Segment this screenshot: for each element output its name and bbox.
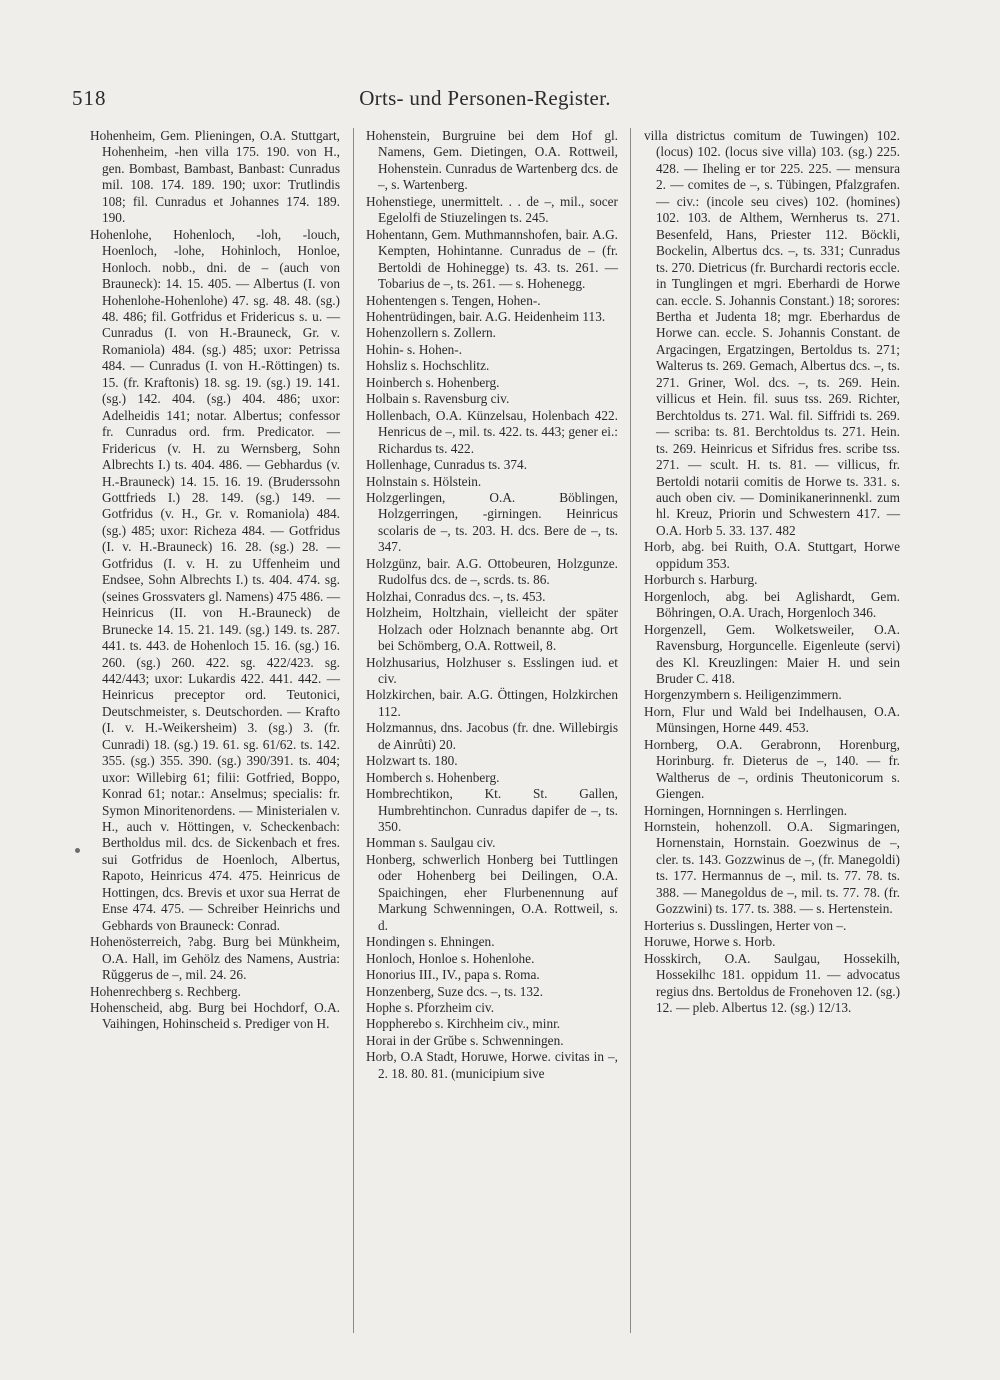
register-entry: Holzgünz, bair. A.G. Ottobeuren, Holzgunze. Rudolfus dcs. de –, scrds. ts. 86. [366,555,618,588]
register-entry: Holzkirchen, bair. A.G. Öttingen, Holzkirchen 112. [366,687,618,719]
register-entry: Horgenzell, Gem. Wolketsweiler, O.A. Ravensburg, Horguncelle. Eigenleute (servi) des Kl. Kreuzlingen: Maier H. und sein Bruder C. 418. [644,621,900,686]
running-head: Orts- und Personen-Register. [359,86,611,110]
register-entry: Hohentrüdingen, bair. A.G. Heidenheim 113. [366,308,606,324]
register-entry: Horb, O.A Stadt, Horuwe, Horwe. civitas in –, 2. 18. 80. 81. (municipium sive [366,1049,618,1081]
register-entry: Hohenheim, Gem. Plieningen, O.A. Stuttgart, Hohenheim, -hen villa 175. 190. von H., gen. Bombast, Bambast, Banbast: Cunradus mil. 108. 174. 189. 190; uxor: Trutlindis 108; fil. Cunradus et Johannes 174. 189. 190. [90,128,340,226]
register-entry: Horburch s. Harburg. [644,572,758,588]
register-entry: Hohenlohe, Hohenloch, -loh, -louch, Hoenloch, -lohe, Hohinloch, Honloe, Honloch. nobb., dni. de – (auch von Brauneck): 14. 15. 405. — Albertus (I. von Hohenlohe-Hohenlohe) 47. sg. 48. 48. (sg.) 48. 486; fil. Gotfridus et Fridericus s. u. — Cunradus (I. von H.-Brauneck, Gr. v. Romaniola) 484. (sg.) 485; uxor: Petrissa 484. — Cunradus (I. von H.-Röttingen) ts. 15. (fr. Kraftonis) 18. sg. 19. (sg.) 19. 141. (sg.) 142. 404. (sg.) 404. 486; uxor: Adelheidis 141; notar. Albertus; confessor fr. Cunradus ord. frm. Predicator. — Fridericus (v. H. zu Wernsberg, Sohn Albrechts I.) ts. 404. 486. — Gebhardus (v. H.-Brauneck) 14. 15. 16. 19. (Bruderssohn Gottfrieds I.) 28. 149. (sg.) 149. — Gotfridus (v. H., Gr. v. Romaniola) 484. (sg.) 485; uxor: Richeza 484. — Gotfridus (I. v. H.-Brauneck) 16. 28. (sg.) 28. — Gotfridus (I. v. H. zu Uffenheim und Endsee, Sohn Albrechts I.) ts. 404. 474. sg. (seines Grossvaters gl. Namens) 475 486. — Heinricus (II. von H.-Brauneck) de Brunecke 14. 15. 21. 149. (sg.) 149. ts. 287. 441. ts. 443. de Hohenloch 15. 16. (sg.) 16. 260. (sg.) 260. 422. sg. 422/423. sg. 442/443; uxor: Lukardis 422. 441. 442. — Heinricus preceptor ord. Teutonici, Deutschmeister, s. Deutschorden. — Krafto (I. v. H.-Weikersheim) 3. (sg.) 3. (fr. Cunradi) 18. (sg.) 19. 61. sg. 61/62. ts. 142. 355. (sg.) 355. 390. (sg.) 390/391. ts. 404; uxor: Willebirg 61; filii: Gotfried, Boppo, Konrad 61; notar.: Anselmus; specialis: fr. Symon Minoritenordens. — Ministerialen v. H., auch v. Höttingen, v. Scheckenbach: Bertholdus mil. dcs. de Sickenbach et fres. sui Gotfridus de Hoenloch, Albertus, Rapoto, Heinricus 474. 475. Heinricus de Hottingen, dcs. Brevis et uxor sua Herrat de Ense 474. 475. — Schreiber Heinrichs und Gebhards von Brauneck: Conrad. [90,226,340,933]
register-entry: Holzhai, Conradus dcs. –, ts. 453. [366,588,546,604]
register-entry: Hornberg, O.A. Gerabronn, Horenburg, Horinburg. fr. Dieterus de –, 140. — fr. Waltherus de –, ordinis Theutonicorum s. Giengen. [644,736,900,802]
register-entry: Horningen, Hornningen s. Herrlingen. [644,802,848,818]
register-entry: Hoinberch s. Hohenberg. [366,374,500,390]
register-entry: Horai in der Grŭbe s. Schwenningen. [366,1032,564,1048]
register-entry: Hohentann, Gem. Muthmannshofen, bair. A.G. Kempten, Hohintanne. Cunradus de – (fr. Bertoldi de Hohinegge) ts. 43. ts. 261. — Tobarius de –, ts. 261. — s. Hohenegg. [366,226,618,292]
ink-speck [75,848,80,853]
register-entry: Hohsliz s. Hochschlitz. [366,358,490,374]
register-entry: Hondingen s. Ehningen. [366,934,495,950]
register-entry: Holzmannus, dns. Jacobus (fr. dne. Willebirgis de Ainrůti) 20. [366,720,618,752]
register-entry: Horgenloch, abg. bei Aglishardt, Gem. Böhringen, O.A. Urach, Horgenloch 346. [644,588,900,621]
register-entry: Hollenbach, O.A. Künzelsau, Holenbach 422. Henricus de –, mil. ts. 422. ts. 443; gener ei.: Richardus ts. 422. [366,407,618,456]
register-entry: Hombrechtikon, Kt. St. Gallen, Humbrehtinchon. Cunradus dapifer de –, ts. 350. [366,786,618,835]
register-entry: Holzwart ts. 180. [366,753,458,769]
register-column-2 [366,128,618,1082]
register-entry: Horgenzymbern s. Heiligenzimmern. [644,687,842,703]
register-column-3 [644,128,900,1016]
register-entry: Horn, Flur und Wald bei Indelhausen, O.A. Münsingen, Horne 449. 453. [644,703,900,736]
register-entry: Horb, abg. bei Ruith, O.A. Stuttgart, Horwe oppidum 353. [644,539,900,571]
page-number: 518 [72,86,107,110]
register-column-1 [90,128,340,1033]
register-entry: Hoppherebo s. Kirchheim civ., minr. [366,1016,561,1032]
register-entry: Holzgerlingen, O.A. Böblingen, Holzgerringen, -girningen. Heinricus scolaris de –, ts. 203. H. dcs. Bere de –, ts. 347. [366,489,618,555]
register-entry: Hohenösterreich, ?abg. Burg bei Münkheim, O.A. Hall, im Gehölz des Namens, Austria: Rŭggerus de –, mil. 24. 26. [90,934,340,983]
register-entry: Horterius s. Dusslingen, Herter von –. [644,917,847,933]
register-entry: Homman s. Saulgau civ. [366,835,496,851]
register-entry: Honzenberg, Suze dcs. –, ts. 132. [366,983,544,999]
register-entry: Hohenzollern s. Zollern. [366,325,496,341]
register-entry: Hohenstein, Burgruine bei dem Hof gl. Namens, Gem. Dietingen, O.A. Rottweil, Hohenstein. Cunradus de Wartenberg dcs. de –, s. Wartenberg. [366,128,618,193]
register-entry: Holzhusarius, Holzhuser s. Esslingen iud. et civ. [366,654,618,686]
register-entry: Hohenrechberg s. Rechberg. [90,983,241,999]
register-entry: Horuwe, Horwe s. Horb. [644,934,776,950]
register-entry: Honorius III., IV., papa s. Roma. [366,967,540,983]
column-rule-left [353,128,354,1333]
register-entry: Holbain s. Ravensburg civ. [366,391,510,407]
register-entry: Hollenhage, Cunradus ts. 374. [366,457,528,473]
register-entry: Hohin- s. Hohen-. [366,341,463,357]
column-rule-right [630,128,631,1333]
register-entry: Hophe s. Pforzheim civ. [366,1000,495,1016]
register-entry: villa districtus comitum de Tuwingen) 102. (locus) 102. (locus sive villa) 103. (sg.) 225. 428. — Iheling er tor 225. 225. — mensura 2. — comites de –, s. Tübingen, Pfalzgrafen. — civ.: (incole seu cives) 102. (homines) 102. 103. de Althem, Wernherus ts. 271. Besenfeld, Hans, Priester 112. Böckli, Bockelin, Albertus dcs. –, ts. 331; Cunradus ts. 270. Dietricus (fr. Burchardi rectoris eccle. in Tunglingen et mgri. Eberhardi de Horwe can. eccle. S. Johannis Constant.) 18; sorores: Bertha et Judenta 18; mgr. Eberhardus de Horwe can. eccle. S. Johannis Constant. de Argacingen, Ergatzingen, Bertoldus ts. 271; Walterus ts. 269. Gemach, Albertus dcs. –, ts. 271. Griner, Wol. dcs. –, ts. 269. Hein. villicus et Hein. fil. suus tss. 269. Richter, Berchtoldus ts. 271. Wal. fil. Siffridi ts. 269. — scriba: ts. 81. Berchtoldus ts. 271. Hein. ts. 269. Heinricus et Sifridus fres. scribe tss. 271. — scult. H. ts. 81. — villicus, fr. Bertoldi notarii comitis de Horwe ts. 331. s. auch oben civ. — Dominikanerinnenkl. zum hl. Kreuz, Priorin und Schwestern 417. — O.A. Horb 5. 33. 137. 482 [644,128,900,538]
register-entry: Honloch, Honloe s. Hohenlohe. [366,950,535,966]
register-entry: Hosskirch, O.A. Saulgau, Hossekilh, Hossekilhc 181. oppidum 11. — advocatus regius dns. Bertoldus de Fronehoven 12. (sg.) 12. — pleb. Albertus 12. (sg.) 12/13. [644,950,900,1016]
register-entry: Holnstain s. Hölstein. [366,473,482,489]
register-entry: Hohenstiege, unermittelt. . . de –, mil., socer Egelolfi de Stiuzelingen ts. 245. [366,193,618,226]
register-entry: Hohentengen s. Tengen, Hohen-. [366,292,541,308]
register-entry: Holzheim, Holtzhain, vielleicht der später Holzach oder Holznach benannte abg. Ort bei Schömberg, O.A. Rottweil, 8. [366,605,618,654]
register-entry: Homberch s. Hohenberg. [366,769,500,785]
register-entry: Hohenscheid, abg. Burg bei Hochdorf, O.A. Vaihingen, Hohinscheid s. Prediger von H. [90,1000,340,1032]
register-entry: Hornstein, hohenzoll. O.A. Sigmaringen, Hornenstain, Hornstain. Goezwinus de –, cler. ts. 143. Gozzwinus de –, (fr. Manegoldi) ts. 177. Hermannus de –, mil. ts. 77. 78. ts. 388. — Manegoldus de –, mil. ts. 77. 78. (fr. Gozzwini) ts. 177. ts. 388. — s. Hertenstein. [644,819,900,917]
register-entry: Honberg, schwerlich Honberg bei Tuttlingen oder Hohenberg bei Deilingen, O.A. Spaichingen, eher Flurbenennung auf Markung Schwenningen, O.A. Rottweil, s. d. [366,851,618,933]
